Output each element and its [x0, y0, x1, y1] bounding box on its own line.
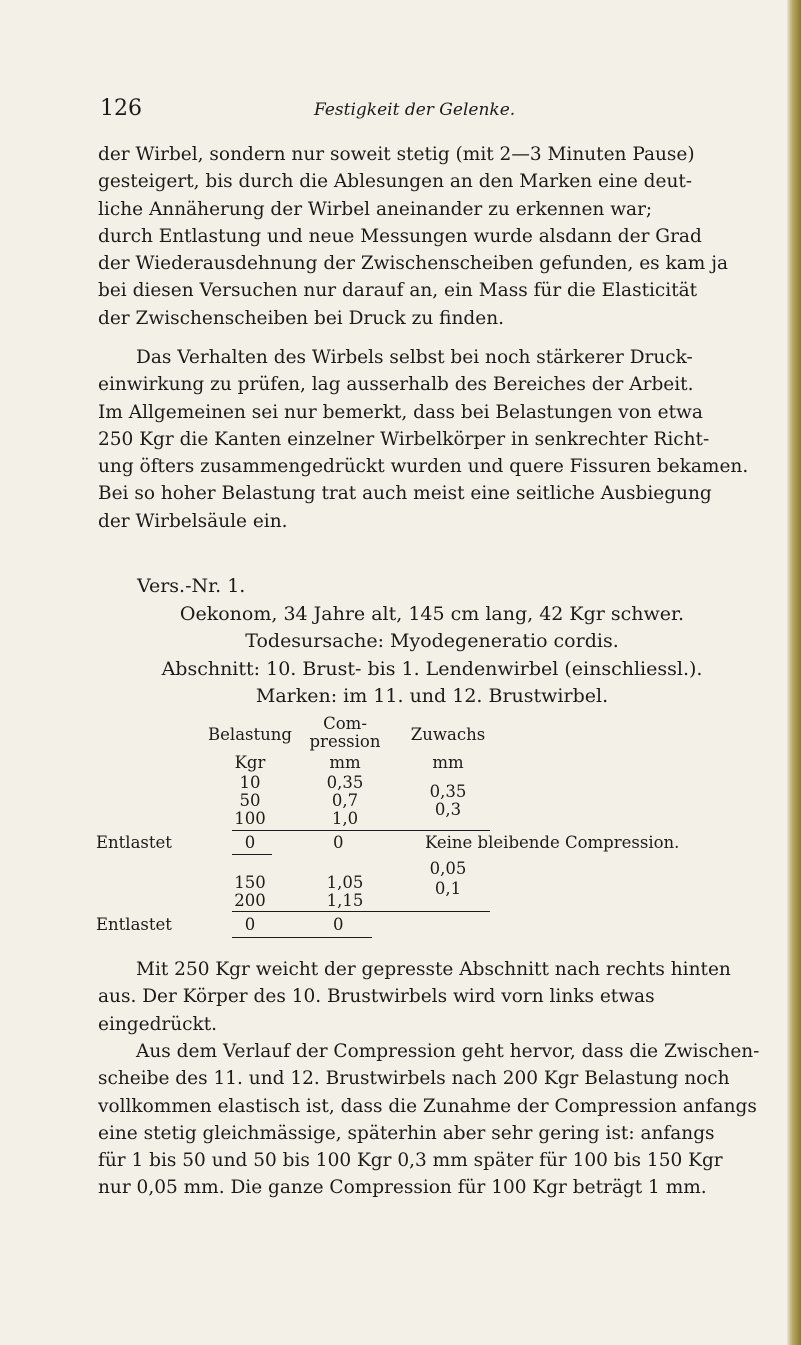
specimen-section: Abschnitt: 10. Brust- bis 1. Lendenwirbel (einschliessl.).: [161, 658, 703, 680]
text-line: ung öfters zusammengedrückt wurden und quere Fissuren bekamen.: [98, 456, 749, 478]
unit-growth: mm: [432, 753, 464, 772]
text-line: eine stetig gleichmässige, späterhin aber sehr gering ist: anfangs: [98, 1122, 715, 1144]
text-line: 250 Kgr die Kanten einzelner Wirbelkörper in senkrechter Richt-: [98, 428, 710, 450]
table-cell-load: 100: [234, 809, 266, 828]
text-line: der Wiederausdehnung der Zwischenscheiben gefunden, es kam ja: [98, 253, 728, 275]
text-line: einwirkung zu prüfen, lag ausserhalb des Bereiches der Arbeit.: [98, 374, 694, 396]
text-line: Bei so hoher Belastung trat auch meist eine seitliche Ausbiegung: [98, 483, 712, 505]
col-header-compression-2: pression: [309, 732, 381, 751]
table-cell-load: 0: [244, 915, 256, 934]
table-cell-load: 10: [239, 773, 261, 792]
running-title: Festigkeit der Gelenke.: [314, 100, 516, 120]
table-cell-growth: 0,3: [434, 800, 462, 819]
table-rule: [232, 830, 490, 831]
table-rule: [232, 854, 272, 855]
col-header-growth: Zuwachs: [410, 725, 486, 744]
table-cell-load: 200: [234, 891, 266, 910]
unit-compression: mm: [329, 753, 361, 772]
table-cell-compression: 1,0: [331, 809, 359, 828]
table-rule: [232, 937, 372, 938]
text-line: Mit 250 Kgr weicht der gepresste Abschnitt nach rechts hinten: [136, 959, 731, 980]
text-line: der Zwischenscheiben bei Druck zu finden.: [98, 307, 504, 329]
paragraph-1: [98, 141, 766, 332]
text-line: Das Verhalten des Wirbels selbst bei noch stärkerer Druck-: [136, 347, 693, 368]
text-line: der Wirbelsäule ein.: [98, 510, 288, 532]
relief-label: Entlastet: [96, 833, 172, 852]
table-cell-compression: 0,7: [331, 791, 359, 810]
text-line: bei diesen Versuchen nur darauf an, ein Mass für die Elasticität: [98, 280, 698, 302]
page-number: 126: [100, 96, 142, 121]
text-line: Im Allgemeinen sei nur bemerkt, dass bei Belastungen von etwa: [98, 401, 703, 423]
cause-of-death: Todesursache: Myodegeneratio cordis.: [245, 630, 619, 652]
table-cell-compression: 1,15: [326, 891, 364, 910]
table-rule: [232, 911, 490, 912]
text-line: Aus dem Verlauf der Compression geht hervor, dass die Zwischen-: [136, 1041, 760, 1062]
text-line: gesteigert, bis durch die Ablesungen an den Marken eine deut-: [98, 171, 693, 193]
text-line: der Wirbel, sondern nur soweit stetig (mit 2—3 Minuten Pause): [98, 144, 695, 165]
specimen-description: Oekonom, 34 Jahre alt, 145 cm lang, 42 Kgr schwer.: [179, 603, 685, 625]
page-edge: [787, 0, 801, 1345]
text-line: eingedrückt.: [98, 1013, 218, 1035]
text-line: vollkommen elastisch ist, dass die Zunahme der Compression anfangs: [98, 1095, 757, 1117]
page-header: [100, 96, 740, 126]
table-cell-compression: 0: [333, 833, 344, 852]
table-cell-growth: 0,1: [434, 879, 462, 898]
text-line: liche Annäherung der Wirbel aneinander zu erkennen war;: [98, 198, 653, 220]
specimen-number: Vers.-Nr. 1.: [137, 575, 246, 597]
table-cell-load: 0: [244, 833, 256, 852]
relief-note: Keine bleibende Compression.: [425, 833, 680, 852]
paragraph-3: [98, 956, 766, 1038]
col-header-compression-1: Com-: [323, 714, 367, 733]
table-cell-growth: 0,35: [429, 782, 467, 801]
table-cell-growth: 0,05: [429, 859, 467, 878]
paragraph-4: [98, 1038, 766, 1202]
text-line: für 1 bis 50 und 50 bis 100 Kgr 0,3 mm später für 100 bis 150 Kgr: [98, 1150, 723, 1172]
text-line: durch Entlastung und neue Messungen wurde alsdann der Grad: [98, 225, 702, 247]
col-header-load: Belastung: [208, 725, 292, 744]
table-cell-compression: 0,35: [326, 773, 364, 792]
relief-label: Entlastet: [96, 915, 172, 934]
text-line: nur 0,05 mm. Die ganze Compression für 100 Kgr beträgt 1 mm.: [98, 1177, 707, 1199]
table-cell-compression: 0: [333, 915, 344, 934]
table-cell-load: 150: [234, 873, 266, 892]
unit-load: Kgr: [234, 753, 266, 772]
text-line: scheibe des 11. und 12. Brustwirbels nach 200 Kgr Belastung noch: [98, 1068, 730, 1090]
table-cell-load: 50: [239, 791, 261, 810]
specimen-markers: Marken: im 11. und 12. Brustwirbel.: [255, 685, 609, 707]
table-cell-compression: 1,05: [326, 873, 364, 892]
text-line: aus. Der Körper des 10. Brustwirbels wird vorn links etwas: [98, 986, 655, 1008]
paragraph-2: [98, 344, 766, 535]
